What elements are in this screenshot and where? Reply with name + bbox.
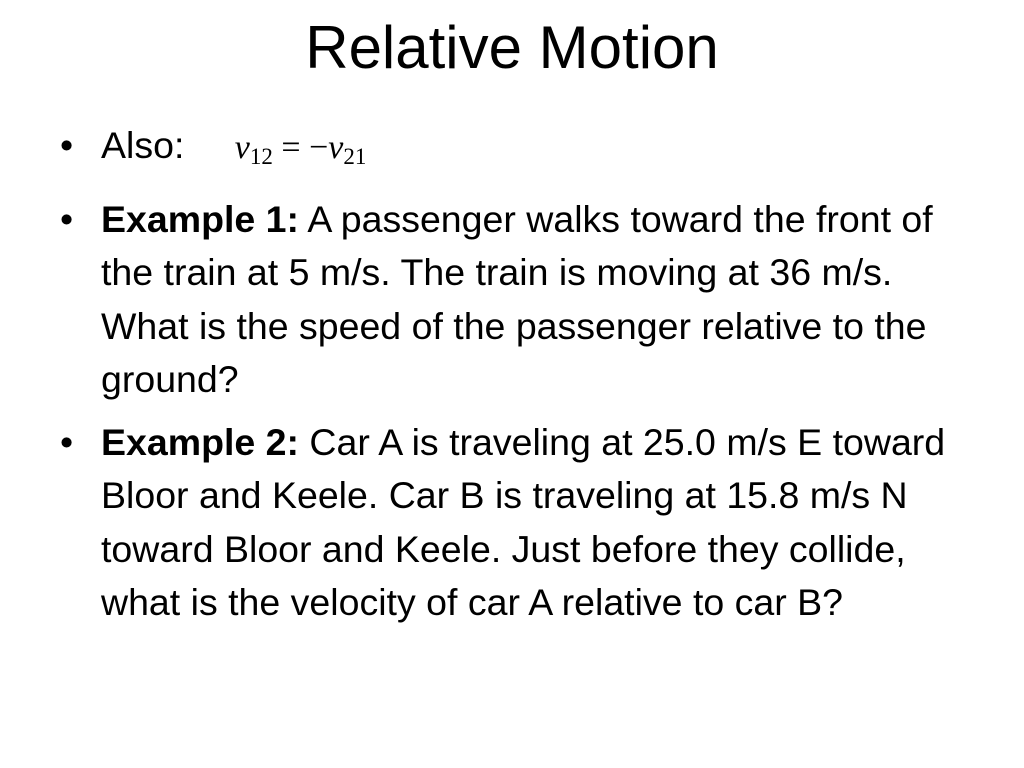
bullet-example-1 — [60, 193, 960, 407]
formula-lhs-variable: v — [234, 129, 250, 166]
example-1-text: A passenger walks toward the front of the train at 5 m/s. The train is moving at 36 m/s. What is the speed of the passenger relative to the ground? — [101, 197, 933, 400]
formula-equals-sign: = — [281, 129, 301, 166]
bullet-also — [60, 119, 960, 184]
bullet-dot-icon: • — [60, 124, 74, 166]
formula-lhs-subscript: 12 — [249, 144, 273, 169]
bullet-example-2 — [60, 416, 960, 630]
formula-rhs-variable: v — [328, 129, 344, 166]
bullet-lead-text: Also: — [101, 124, 185, 166]
slide-title: Relative Motion — [305, 14, 719, 81]
formula-minus-sign: − — [309, 129, 329, 166]
example-1-label: Example 1: — [101, 197, 300, 240]
relative-velocity-formula — [234, 129, 367, 169]
example-2-text: Car A is traveling at 25.0 m/s E toward Bloor and Keele. Car B is traveling at 15.8 m/s N toward Bloor and Keele. Just before they collide, what is the velocity of car A relative to car B? — [101, 420, 946, 623]
bullet-dot-icon: • — [60, 197, 74, 240]
formula-rhs-subscript: 21 — [343, 144, 367, 169]
bullet-list — [60, 119, 960, 639]
example-2-label: Example 2: — [101, 420, 300, 463]
bullet-dot-icon: • — [60, 420, 74, 463]
